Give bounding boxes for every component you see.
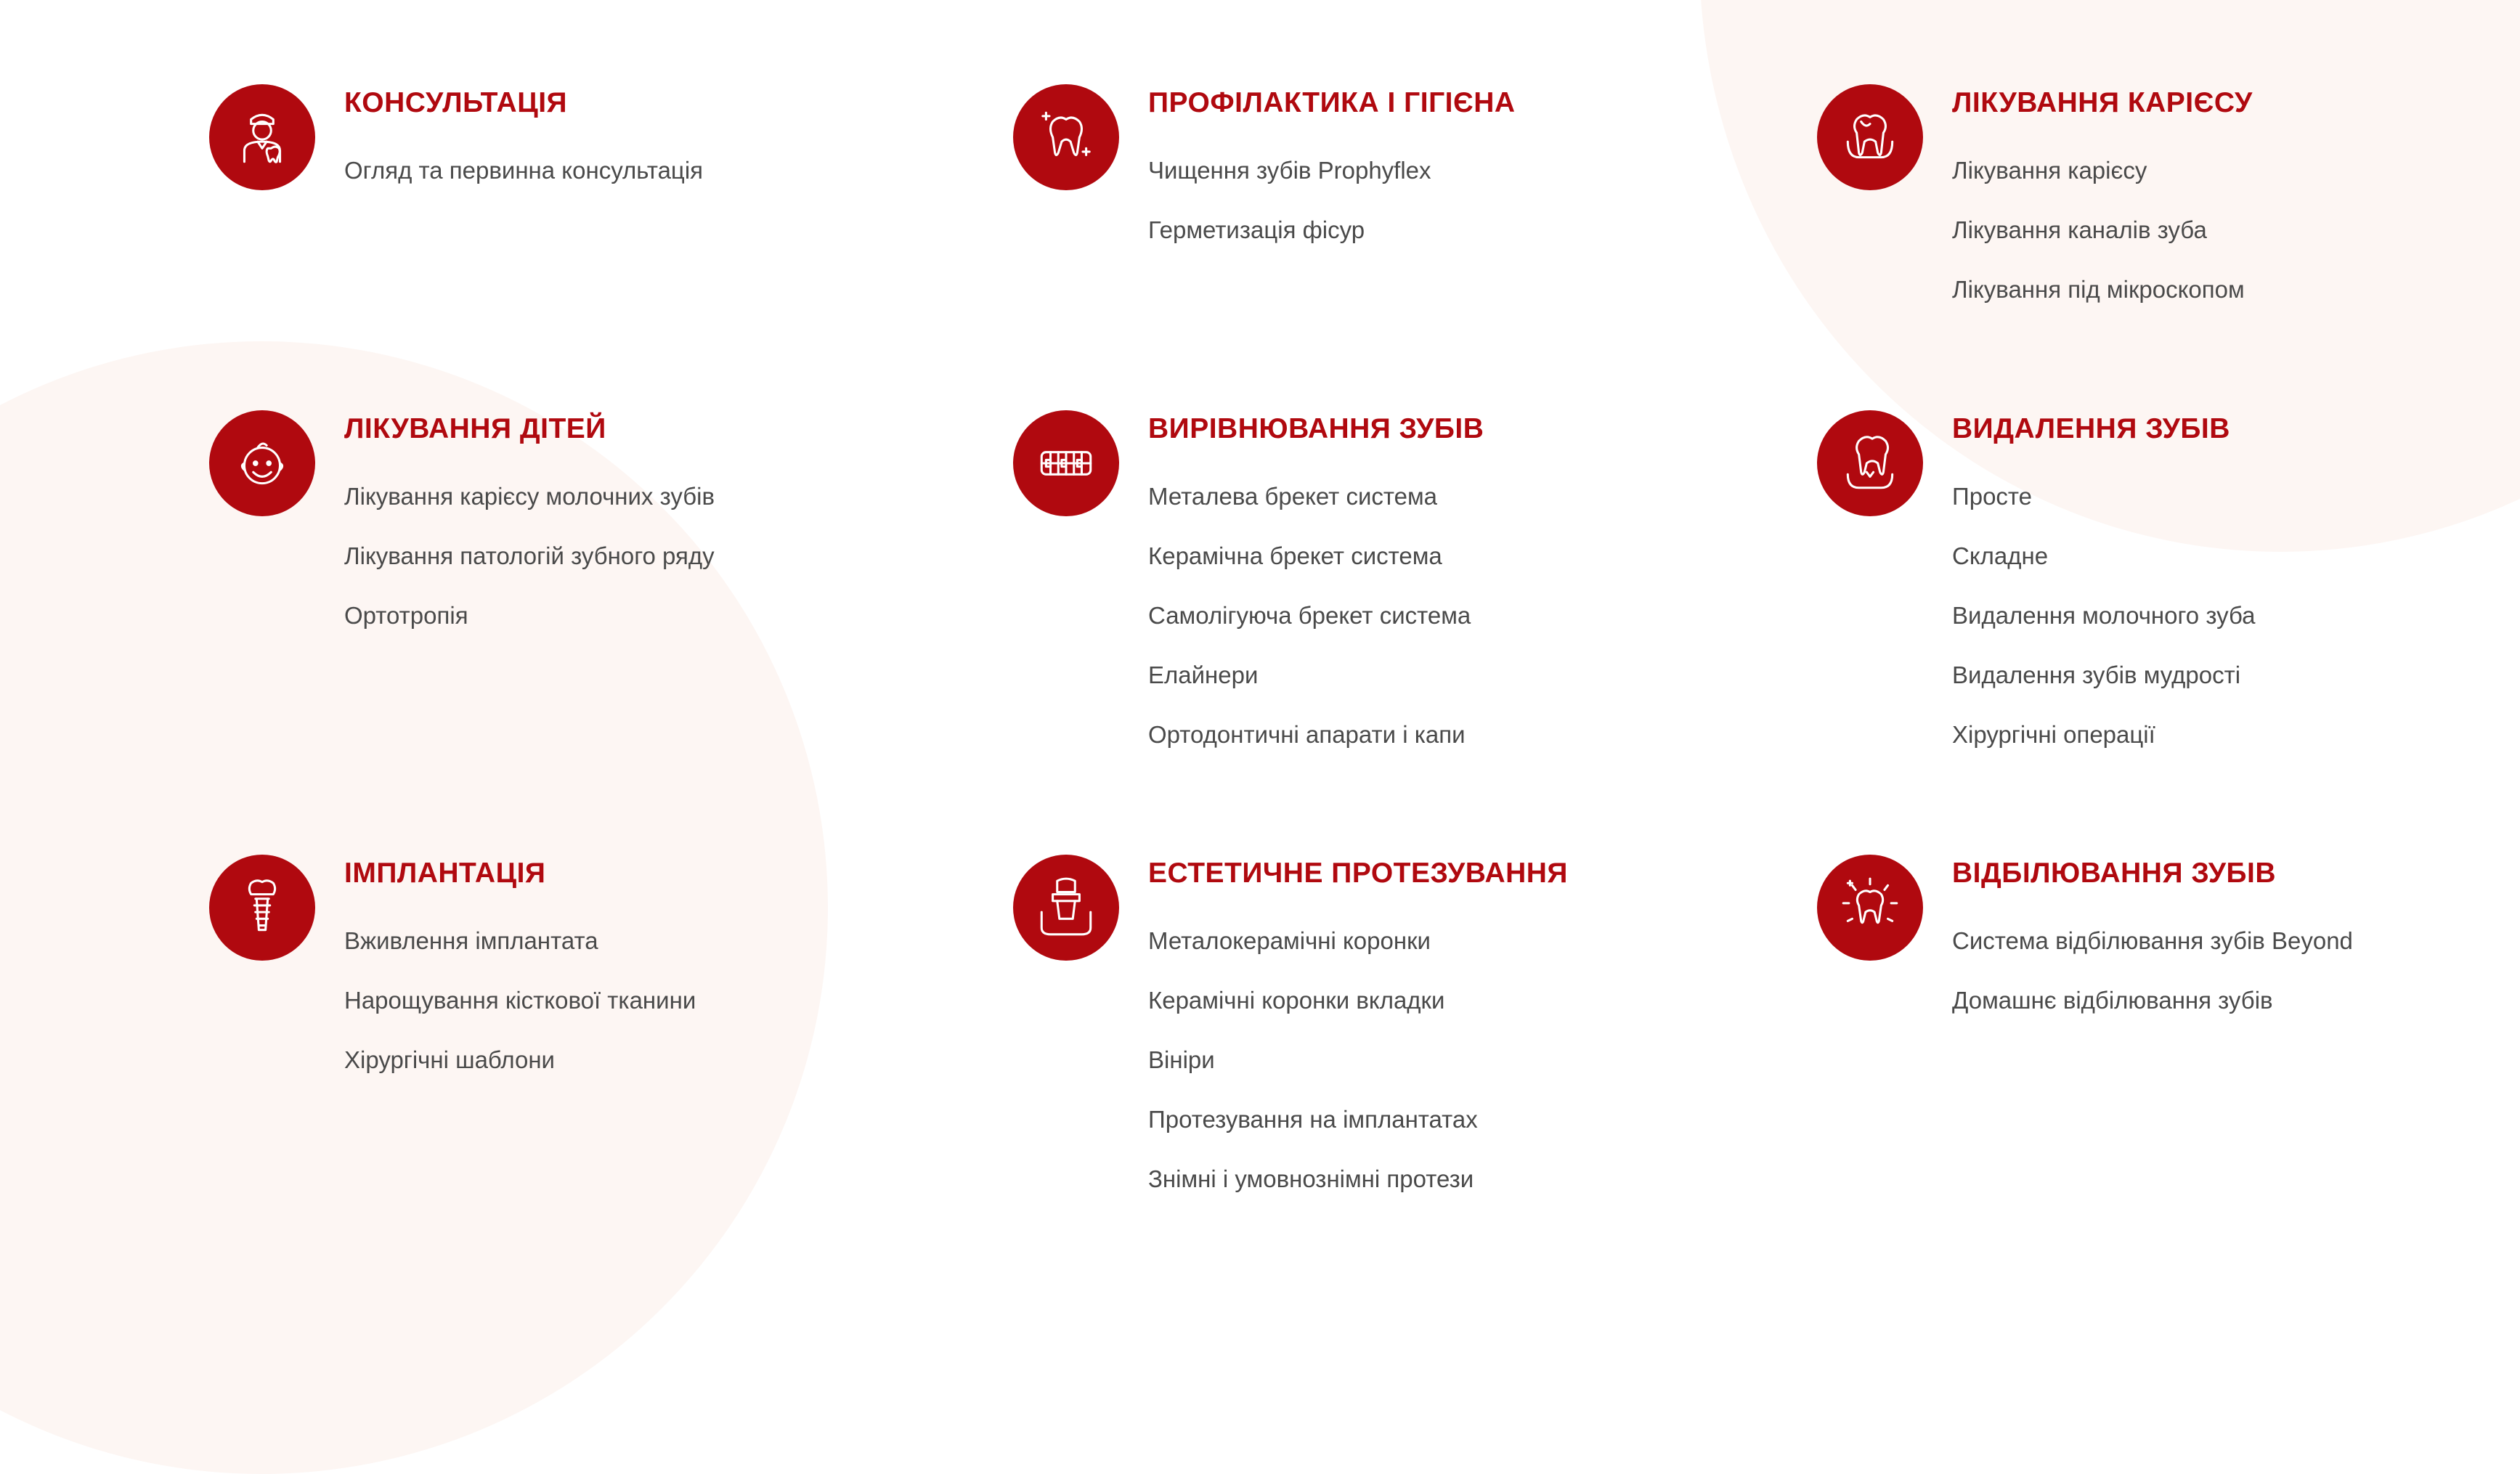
list-item[interactable] [344, 596, 751, 635]
service-link[interactable]: Металева брекет система [1148, 483, 1438, 510]
service-title: ІМПЛАНТАЦІЯ [344, 858, 546, 889]
list-item[interactable] [1148, 715, 1555, 754]
list-item[interactable] [1148, 537, 1555, 575]
service-list [1952, 921, 2359, 1041]
list-item[interactable] [344, 477, 751, 516]
list-item[interactable] [1148, 211, 1555, 249]
service-title: ВИРІВНЮВАННЯ ЗУБІВ [1148, 413, 1484, 444]
list-item[interactable] [1148, 1041, 1555, 1079]
service-link[interactable]: Лікування каналів зуба [1952, 216, 2207, 243]
service-list [344, 477, 751, 656]
service-link[interactable]: Складне [1952, 542, 2049, 569]
service-link[interactable]: Видалення зубів мудрості [1952, 661, 2241, 688]
implant-icon [209, 855, 315, 961]
service-list [1952, 477, 2359, 775]
service-link[interactable]: Лікування карієсу [1952, 157, 2147, 184]
list-item[interactable] [1952, 211, 2359, 249]
child-face-icon [209, 410, 315, 516]
list-item[interactable] [344, 151, 751, 190]
list-item[interactable] [1952, 270, 2359, 309]
list-item[interactable] [344, 537, 751, 575]
service-title: ВИДАЛЕННЯ ЗУБІВ [1952, 413, 2230, 444]
service-link[interactable]: Ортотропія [344, 602, 468, 629]
list-item[interactable] [1148, 1160, 1555, 1198]
service-link[interactable]: Хірургічні операції [1952, 721, 2155, 748]
service-link[interactable]: Лікування карієсу молочних зубів [344, 483, 715, 510]
list-item[interactable] [1952, 981, 2359, 1019]
list-item[interactable] [1952, 596, 2359, 635]
list-item[interactable] [1148, 477, 1555, 516]
service-link[interactable]: Вініри [1148, 1046, 1215, 1073]
list-item[interactable] [1148, 981, 1555, 1019]
service-list [344, 151, 751, 211]
service-link[interactable]: Протезування на імплантатах [1148, 1106, 1478, 1133]
service-link[interactable]: Металокерамічні коронки [1148, 927, 1431, 954]
list-item[interactable] [1148, 921, 1555, 960]
service-title: ЛІКУВАННЯ ДІТЕЙ [344, 413, 606, 444]
service-link[interactable]: Огляд та первинна консультація [344, 157, 704, 184]
service-link[interactable]: Хірургічні шаблони [344, 1046, 555, 1073]
list-item[interactable] [1148, 596, 1555, 635]
list-item[interactable] [1952, 656, 2359, 694]
whitening-tooth-icon [1817, 855, 1923, 961]
service-link[interactable]: Ортодонтичні апарати і капи [1148, 721, 1466, 748]
list-item[interactable] [1952, 921, 2359, 960]
service-title: ЛІКУВАННЯ КАРІЄСУ [1952, 87, 2253, 118]
crown-icon [1013, 855, 1119, 961]
service-link[interactable]: Видалення молочного зуба [1952, 602, 2256, 629]
service-link[interactable]: Система відбілювання зубів Beyond [1952, 927, 2353, 954]
service-link[interactable]: Керамічні коронки вкладки [1148, 987, 1445, 1014]
service-link[interactable]: Чищення зубів Prophyflex [1148, 157, 1431, 184]
service-link[interactable]: Домашнє відбілювання зубів [1952, 987, 2273, 1014]
service-link[interactable]: Герметизація фісур [1148, 216, 1365, 243]
list-item[interactable] [1148, 151, 1555, 190]
list-item[interactable] [1952, 151, 2359, 190]
doctor-icon [209, 84, 315, 190]
list-item[interactable] [1952, 477, 2359, 516]
service-list [1148, 151, 1555, 270]
service-link[interactable]: Елайнери [1148, 661, 1259, 688]
list-item[interactable] [344, 1041, 751, 1079]
service-title: ВІДБІЛЮВАННЯ ЗУБІВ [1952, 858, 2277, 889]
service-list [344, 921, 751, 1100]
list-item[interactable] [344, 921, 751, 960]
list-item[interactable] [1148, 1100, 1555, 1139]
service-link[interactable]: Лікування під мікроскопом [1952, 276, 2245, 303]
braces-icon [1013, 410, 1119, 516]
tooth-extraction-icon [1817, 410, 1923, 516]
service-title: КОНСУЛЬТАЦІЯ [344, 87, 568, 118]
service-list [1952, 151, 2359, 330]
service-link[interactable]: Нарощування кісткової тканини [344, 987, 696, 1014]
service-link[interactable]: Самолігуюча брекет система [1148, 602, 1471, 629]
service-link[interactable]: Лікування патологій зубного ряду [344, 542, 715, 569]
service-list [1148, 921, 1555, 1219]
tooth-gum-icon [1817, 84, 1923, 190]
list-item[interactable] [344, 981, 751, 1019]
service-title: ПРОФІЛАКТИКА І ГІГІЄНА [1148, 87, 1516, 118]
service-link[interactable]: Вживлення імплантата [344, 927, 598, 954]
list-item[interactable] [1148, 656, 1555, 694]
list-item[interactable] [1952, 715, 2359, 754]
list-item[interactable] [1952, 537, 2359, 575]
service-link[interactable]: Знімні і умовнознімні протези [1148, 1165, 1474, 1192]
service-list [1148, 477, 1555, 775]
service-link[interactable]: Просте [1952, 483, 2033, 510]
service-link[interactable]: Керамічна брекет система [1148, 542, 1442, 569]
sparkling-tooth-icon [1013, 84, 1119, 190]
service-title: ЕСТЕТИЧНЕ ПРОТЕЗУВАННЯ [1148, 858, 1568, 889]
